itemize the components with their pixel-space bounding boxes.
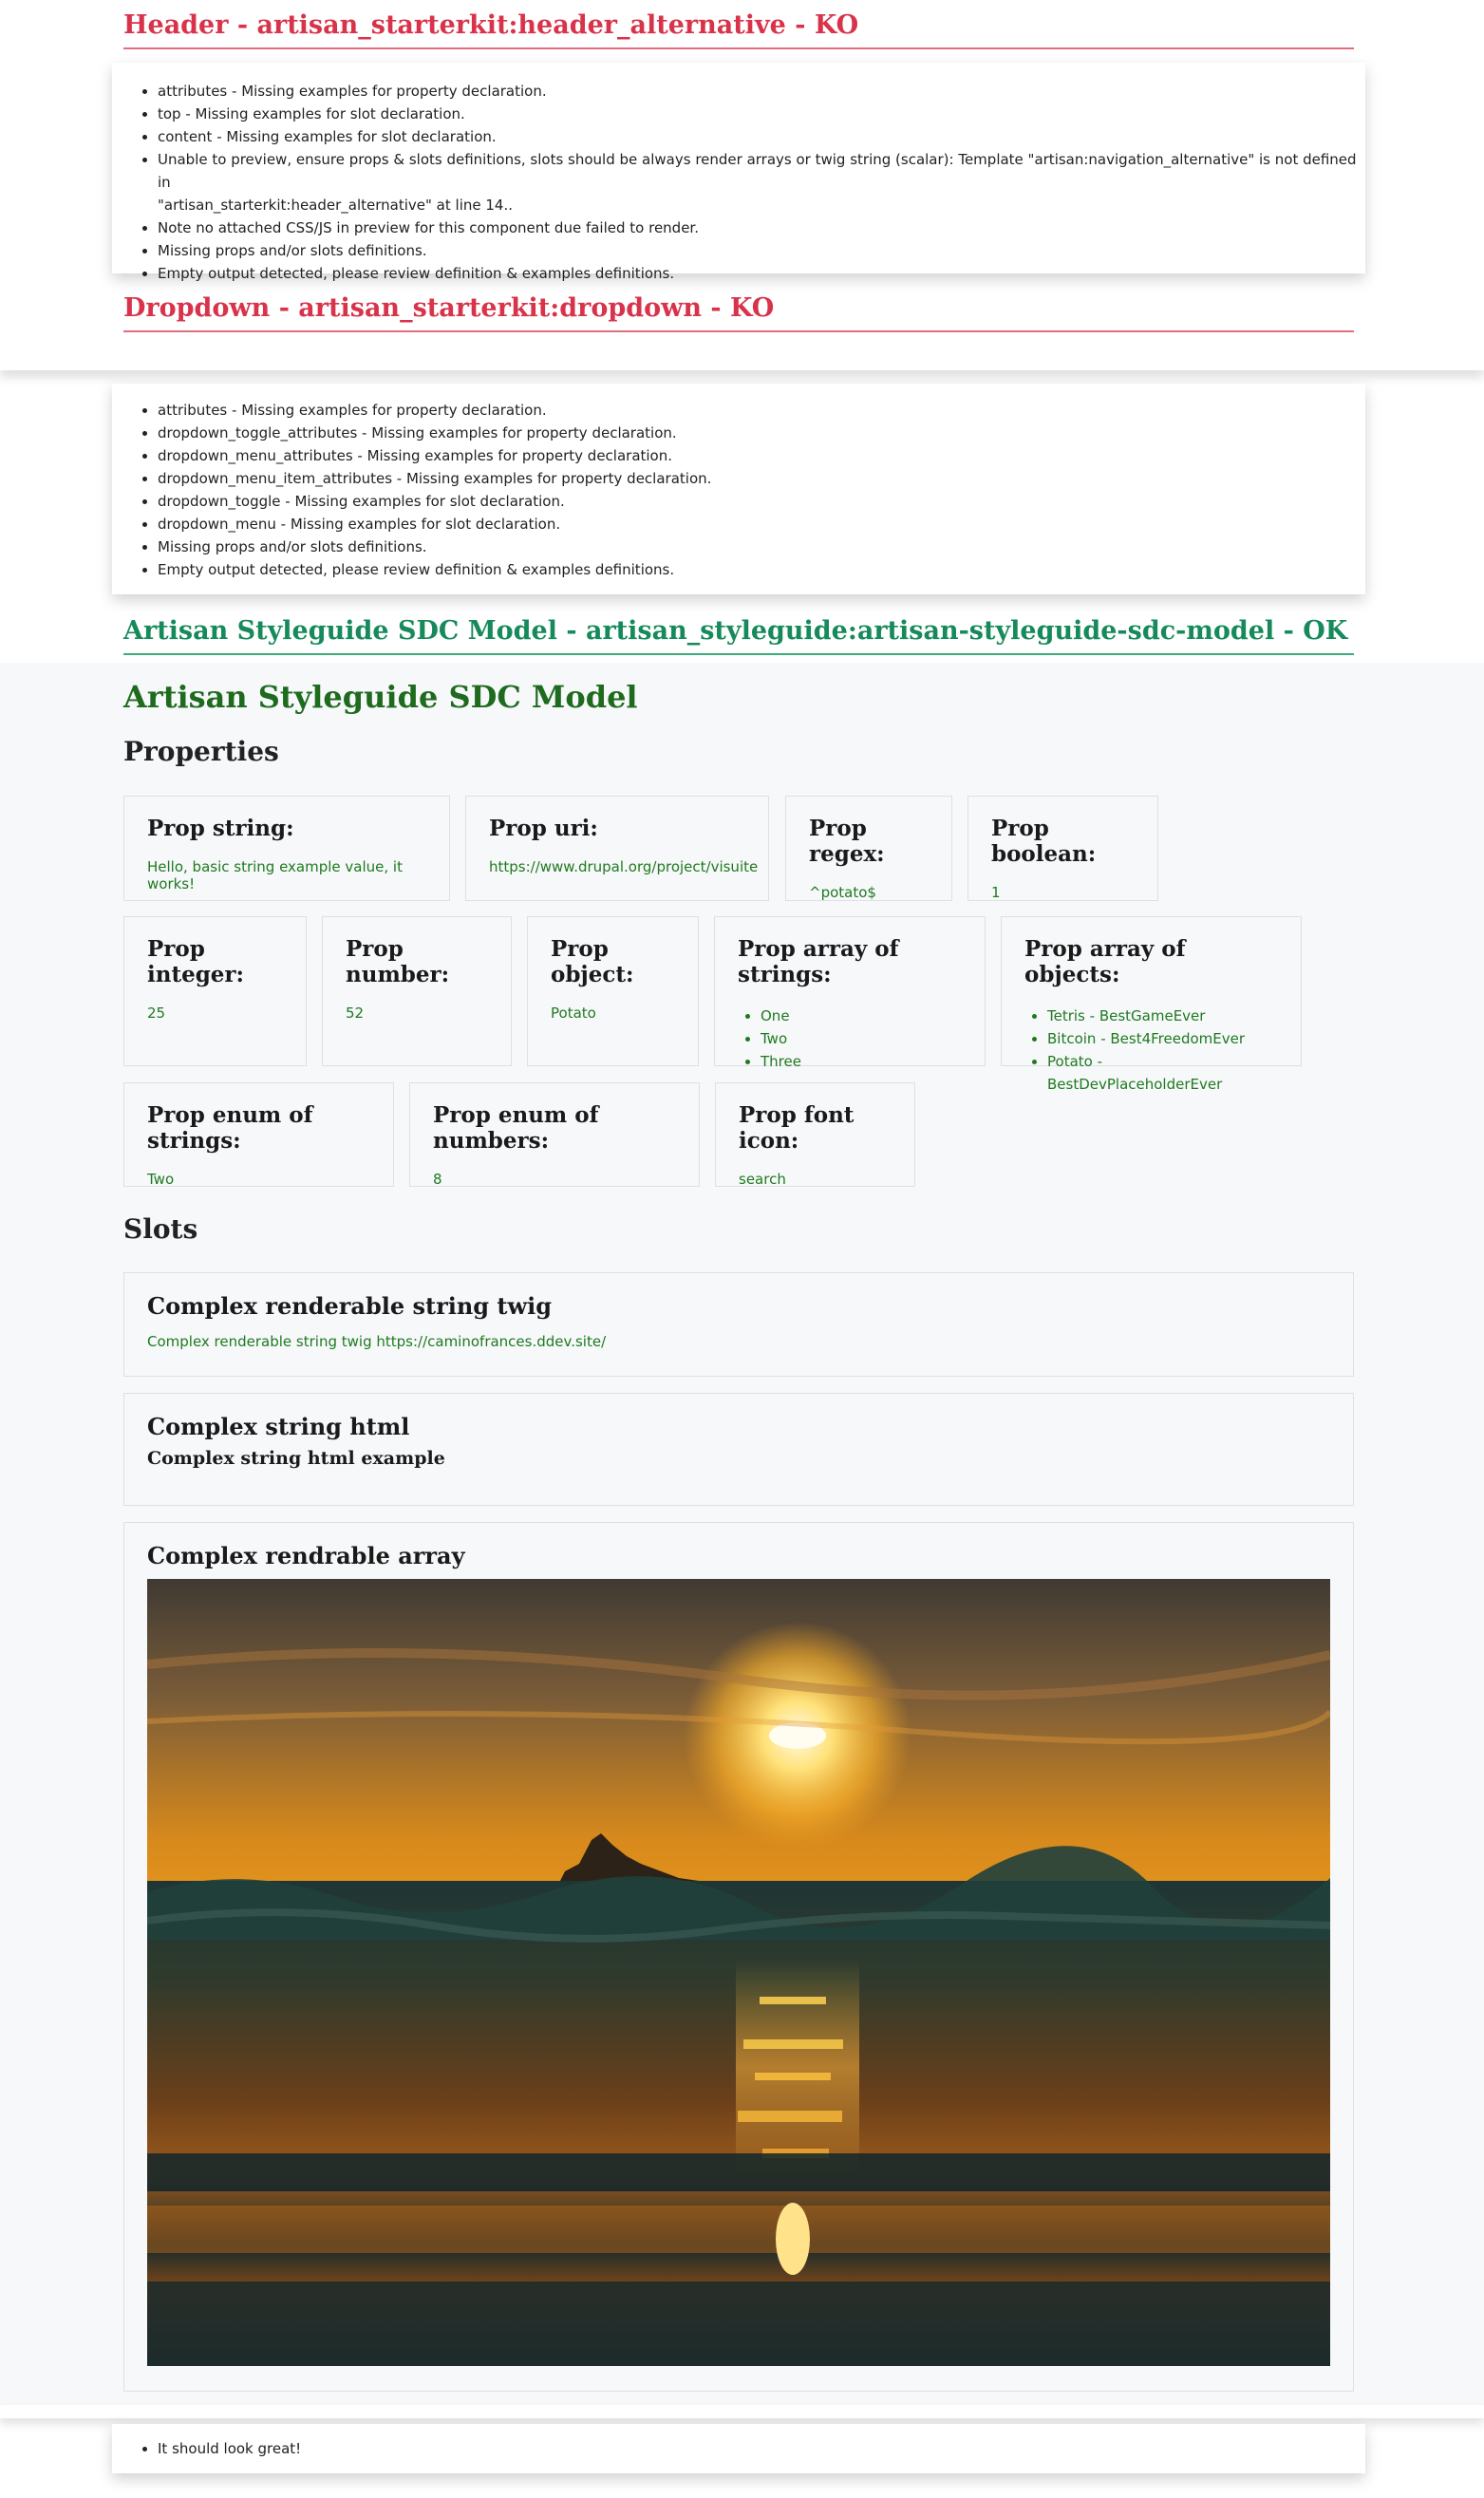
slot-label: Complex rendrable array: [147, 1542, 465, 1569]
prop-label: Prop font icon:: [739, 1102, 855, 1154]
prop-label: Prop regex:: [809, 816, 885, 867]
properties-heading: Properties: [123, 736, 279, 767]
prop-value: 1: [991, 884, 1001, 901]
section-title-sdc: Artisan Styleguide SDC Model - artisan_styleguide:artisan-styleguide-sdc-model - OK: [123, 615, 1354, 655]
preview-title: Artisan Styleguide SDC Model: [123, 679, 638, 715]
prop-card-regex: [785, 796, 952, 901]
prop-label: Prop string:: [147, 816, 294, 841]
list-item: • dropdown_menu - Missing examples for slot declaration.: [158, 513, 1365, 535]
prop-card-uri: [465, 796, 769, 901]
slot-value: Complex renderable string twig https://caminofrances.ddev.site/: [147, 1333, 607, 1350]
prop-label: Prop boolean:: [991, 816, 1097, 867]
dropdown-messages-panel: [112, 384, 1365, 594]
prop-value: Hello, basic string example value, it works!: [147, 858, 403, 892]
prop-label: Prop array of objects:: [1024, 936, 1186, 987]
list-item: • top - Missing examples for slot declaration.: [158, 103, 1365, 125]
prop-label: Prop enum of strings:: [147, 1102, 313, 1154]
list-item: • attributes - Missing examples for property declaration.: [158, 399, 1365, 422]
list-item: • Three: [761, 1050, 962, 1073]
list-item: • Potato - BestDevPlaceholderEver: [1047, 1050, 1278, 1096]
sdc-messages-panel: [112, 2424, 1365, 2473]
slot-card-html: [123, 1393, 1354, 1506]
prop-card-font-icon: [715, 1082, 915, 1187]
list-item: • Bitcoin - Best4FreedomEver: [1047, 1027, 1278, 1050]
prop-value: Two: [147, 1171, 175, 1188]
prop-card-enum-numbers: [409, 1082, 700, 1187]
message-line: "artisan_starterkit:header_alternative" at line 14..: [158, 197, 513, 214]
prop-value: 52: [346, 1005, 365, 1022]
prop-list: [1024, 1005, 1278, 1096]
prop-label: Prop object:: [551, 936, 634, 987]
prop-card-array-objects: [1001, 916, 1302, 1093]
prop-card-array-strings: [714, 916, 986, 1070]
list-item: • content - Missing examples for slot declaration.: [158, 125, 1365, 148]
prop-card-number: [322, 916, 512, 1066]
list-item: • Empty output detected, please review definition & examples definitions.: [158, 558, 1365, 581]
prop-value: 25: [147, 1005, 166, 1022]
sunset-photo: [147, 1579, 1330, 2366]
preview-band-bottom: [0, 2405, 1484, 2418]
prop-label: Prop number:: [346, 936, 450, 987]
prop-value: https://www.drupal.org/project/visuite: [489, 858, 759, 875]
prop-card-string: [123, 796, 450, 901]
list-item: • Missing props and/or slots definitions.: [158, 535, 1365, 558]
list-item: [158, 148, 1365, 216]
section-title-dropdown: Dropdown - artisan_starterkit:dropdown - KO: [123, 292, 1354, 332]
slots-heading: Slots: [123, 1213, 198, 1245]
slot-label: Complex renderable string twig: [147, 1292, 553, 1320]
prop-card-enum-strings: [123, 1082, 394, 1187]
prop-value: Potato: [551, 1005, 596, 1022]
list-item: • It should look great!: [158, 2437, 1365, 2460]
list-item: • Missing props and/or slots definitions.: [158, 239, 1365, 262]
sunset-image: [147, 1579, 1330, 2366]
list-item: • attributes - Missing examples for property declaration.: [158, 80, 1365, 103]
prop-value: 8: [433, 1171, 442, 1188]
header-messages-panel: [112, 63, 1365, 282]
prop-label: Prop uri:: [489, 816, 598, 841]
prop-value: ^potato$: [809, 884, 876, 901]
prop-card-integer: [123, 916, 307, 1066]
prop-list: [738, 1005, 962, 1073]
prop-value: search: [739, 1171, 786, 1188]
prop-label: Prop integer:: [147, 936, 245, 987]
sdc-messages-list: [112, 2424, 1365, 2460]
prop-card-object: [527, 916, 699, 1066]
header-messages-list: [112, 63, 1365, 285]
prop-label: Prop array of strings:: [738, 936, 899, 987]
list-item: • dropdown_toggle - Missing examples for slot declaration.: [158, 490, 1365, 513]
list-item: • dropdown_toggle_attributes - Missing examples for property declaration.: [158, 422, 1365, 444]
list-item: • dropdown_menu_item_attributes - Missing examples for property declaration.: [158, 467, 1365, 490]
list-item: • Note no attached CSS/JS in preview for this component due failed to render.: [158, 216, 1365, 239]
list-item: • dropdown_menu_attributes - Missing examples for property declaration.: [158, 444, 1365, 467]
slot-card-twig: [123, 1272, 1354, 1377]
dropdown-messages-list: [112, 384, 1365, 581]
prop-label: Prop enum of numbers:: [433, 1102, 599, 1154]
preview-band-empty: [0, 344, 1484, 370]
list-item: • One: [761, 1005, 962, 1027]
slot-label: Complex string html: [147, 1413, 410, 1440]
prop-card-boolean: [967, 796, 1158, 901]
slot-value: Complex string html example: [147, 1448, 445, 1469]
list-item: • Empty output detected, please review definition & examples definitions.: [158, 262, 1365, 285]
section-title-header: Header - artisan_starterkit:header_alternative - KO: [123, 9, 1354, 49]
message-line: • Unable to preview, ensure props & slots definitions, slots should be always render arrays or twig string (scalar): Template "artisan:navigation_alternative" is not defined in: [158, 151, 1357, 191]
list-item: • Tetris - BestGameEver: [1047, 1005, 1278, 1027]
list-item: • Two: [761, 1027, 962, 1050]
